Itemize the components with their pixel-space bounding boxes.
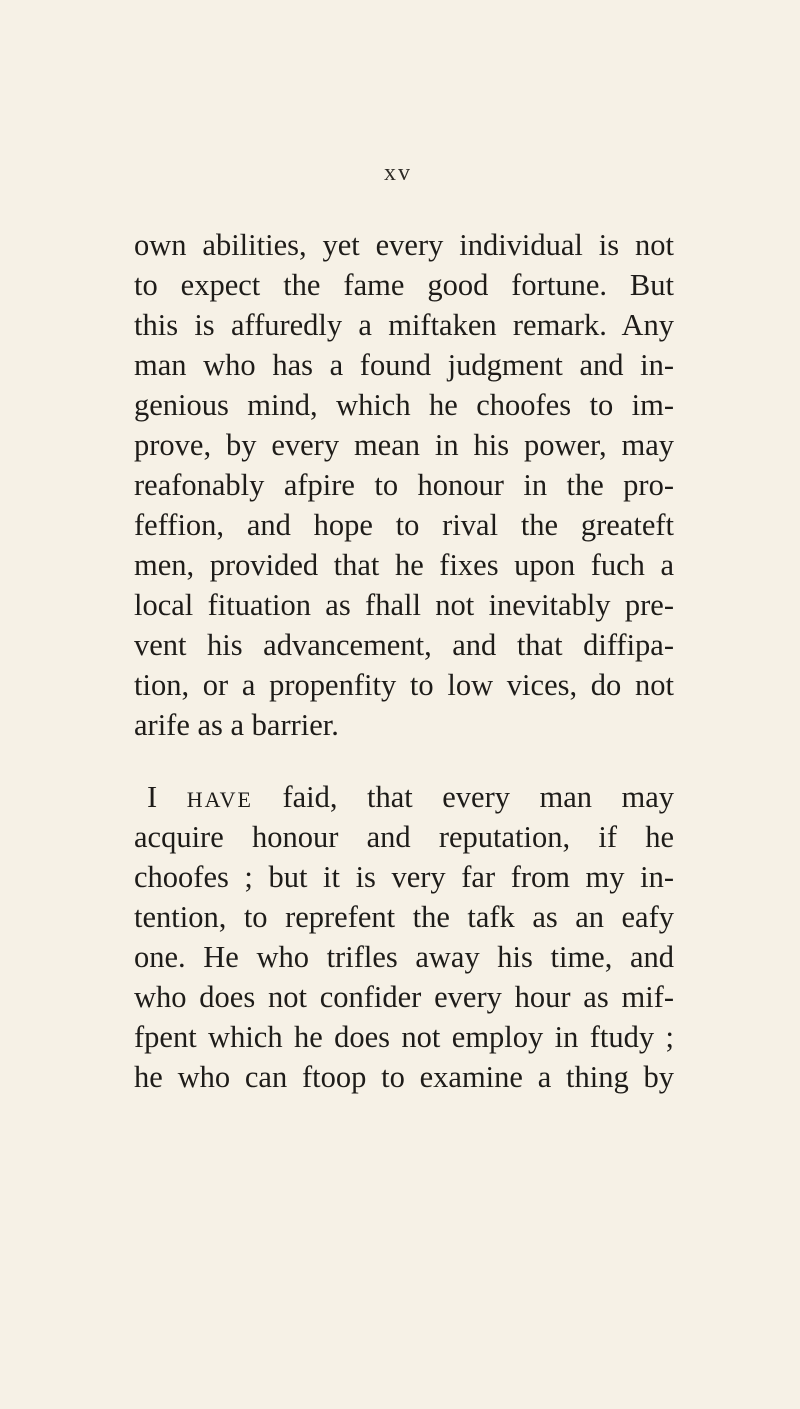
text-line: to expect the fame good fortune. But [134,268,674,302]
text-line: fpent which he does not employ in ftudy ; [134,1020,674,1054]
text-line: tion, or a propenfity to low vices, do not [134,668,674,702]
smallcaps-word: HAVE [186,787,253,812]
text-line: own abilities, yet every individual is not [134,228,674,262]
text-line: men, provided that he fixes upon fuch a [134,548,674,582]
text-line: prove, by every mean in his power, may [134,428,674,462]
opening-line-rest: faid, that every man may [282,780,675,814]
opening-word: I [147,780,158,814]
paragraph-opening-line [134,777,674,817]
text-line: one. He who trifles away his time, and [134,940,674,974]
text-line: man who has a found judgment and in- [134,348,674,382]
text-line: vent his advancement, and that diffipa- [134,628,674,662]
text-line: reafonably afpire to honour in the pro- [134,468,674,502]
text-line: choofes ; but it is very far from my in- [134,860,674,894]
text-line: this is affuredly a miftaken remark. Any [134,308,674,342]
text-line: arife as a barrier. [134,708,339,742]
text-line: acquire honour and reputation, if he [134,820,674,854]
text-line: tention, to reprefent the tafk as an eafy [134,900,674,934]
text-line: who does not confider every hour as mif- [134,980,674,1014]
text-line: feffion, and hope to rival the greateft [134,508,674,542]
text-line: he who can ftoop to examine a thing by [134,1060,674,1094]
text-line: local fituation as fhall not inevitably pre- [134,588,674,622]
text-line: genious mind, which he choofes to im- [134,388,674,422]
page-number: xv [384,160,412,186]
